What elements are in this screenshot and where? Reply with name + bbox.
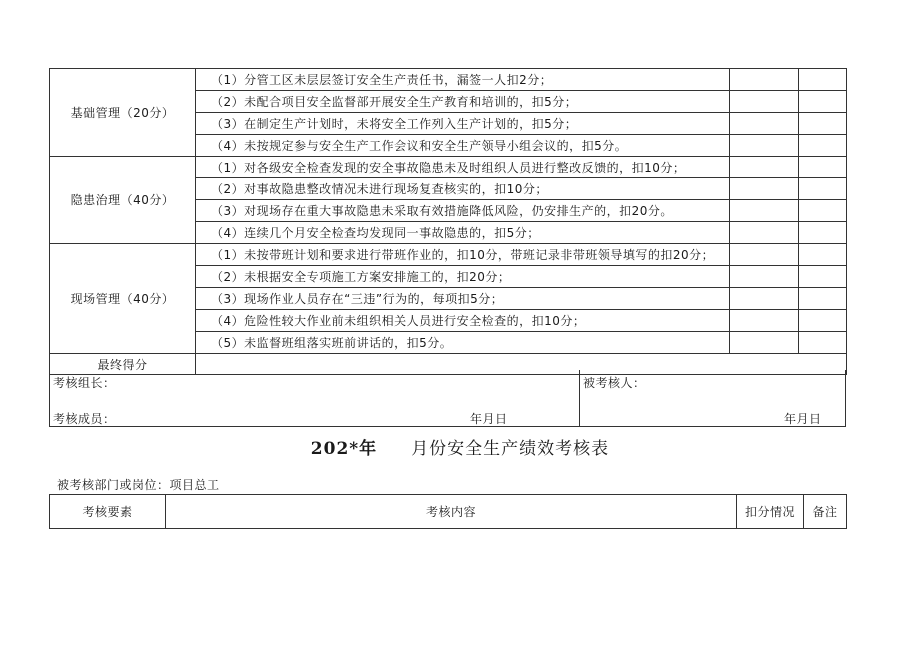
item-cell: （1）对各级安全检查发现的安全事故隐患未及时组织人员进行整改反馈的，扣10分；: [196, 156, 730, 178]
header-col-element: 考核要素: [50, 495, 166, 529]
table-row: [50, 244, 847, 266]
leader-label: 考核组长：: [53, 376, 116, 390]
deduction-cell[interactable]: [730, 156, 799, 178]
category-cell: 基础管理（20分）: [50, 69, 196, 157]
deduction-cell[interactable]: [730, 90, 799, 112]
remark-cell[interactable]: [799, 69, 847, 91]
item-cell: （5）未监督班组落实班前讲话的，扣5分。: [196, 331, 730, 353]
deduction-cell[interactable]: [730, 331, 799, 353]
date-left: 年月日: [470, 412, 508, 426]
remark-cell[interactable]: [799, 331, 847, 353]
deduction-cell[interactable]: [730, 222, 799, 244]
remark-cell[interactable]: [799, 156, 847, 178]
table-row: [50, 156, 847, 178]
remark-cell[interactable]: [799, 266, 847, 288]
remark-cell[interactable]: [799, 244, 847, 266]
member-label: 考核成员：: [53, 412, 116, 426]
item-cell: （3）在制定生产计划时，未将安全工作列入生产计划的，扣5分；: [196, 112, 730, 134]
title-year: 202*年: [310, 439, 378, 459]
date-right: 年月日: [784, 412, 822, 426]
assessment-table: [49, 68, 847, 375]
item-cell: （1）分管工区未层层签订安全生产责任书，漏签一人扣2分；: [196, 69, 730, 91]
final-score-label: 最终得分: [50, 353, 196, 375]
header-col-remark: 备注: [804, 495, 847, 529]
page-title: [0, 434, 920, 459]
deduction-cell[interactable]: [730, 178, 799, 200]
title-rest: 月份安全生产绩效考核表: [411, 439, 610, 459]
item-cell: （3）现场作业人员存在“三违”行为的，每项扣5分；: [196, 287, 730, 309]
remark-cell[interactable]: [799, 112, 847, 134]
item-cell: （4）连续几个月安全检查均发现同一事故隐患的，扣5分；: [196, 222, 730, 244]
header-col-content: 考核内容: [166, 495, 737, 529]
remark-cell[interactable]: [799, 222, 847, 244]
signature-block: [49, 370, 846, 427]
item-cell: （2）未配合项目安全监督部开展安全生产教育和培训的，扣5分；: [196, 90, 730, 112]
item-cell: （4）未按规定参与安全生产工作会议和安全生产领导小组会议的，扣5分。: [196, 134, 730, 156]
header-row: [50, 495, 847, 529]
deduction-cell[interactable]: [730, 200, 799, 222]
remark-cell[interactable]: [799, 134, 847, 156]
deduction-cell[interactable]: [730, 69, 799, 91]
deduction-cell[interactable]: [730, 287, 799, 309]
remark-cell[interactable]: [799, 200, 847, 222]
dept-label: 被考核部门或岗位：项目总工: [57, 478, 220, 492]
item-cell: （2）未根据安全专项施工方案安排施工的，扣20分；: [196, 266, 730, 288]
assessed-label: 被考核人：: [583, 376, 646, 390]
item-cell: （4）危险性较大作业前未组织相关人员进行安全检查的，扣10分；: [196, 309, 730, 331]
remark-cell[interactable]: [799, 309, 847, 331]
header-table: [49, 494, 847, 529]
deduction-cell[interactable]: [730, 134, 799, 156]
signature-divider: [579, 370, 580, 426]
deduction-cell[interactable]: [730, 112, 799, 134]
deduction-cell[interactable]: [730, 266, 799, 288]
item-cell: （3）对现场存在重大事故隐患未采取有效措施降低风险，仍安排生产的，扣20分。: [196, 200, 730, 222]
header-col-deduction: 扣分情况: [737, 495, 804, 529]
deduction-cell[interactable]: [730, 309, 799, 331]
category-cell: 现场管理（40分）: [50, 244, 196, 353]
table-row: [50, 69, 847, 91]
deduction-cell[interactable]: [730, 244, 799, 266]
item-cell: （2）对事故隐患整改情况未进行现场复查核实的，扣10分；: [196, 178, 730, 200]
category-cell: 隐患治理（40分）: [50, 156, 196, 244]
remark-cell[interactable]: [799, 90, 847, 112]
remark-cell[interactable]: [799, 287, 847, 309]
remark-cell[interactable]: [799, 178, 847, 200]
item-cell: （1）未按带班计划和要求进行带班作业的，扣10分，带班记录非带班领导填写的扣20分；: [196, 244, 730, 266]
